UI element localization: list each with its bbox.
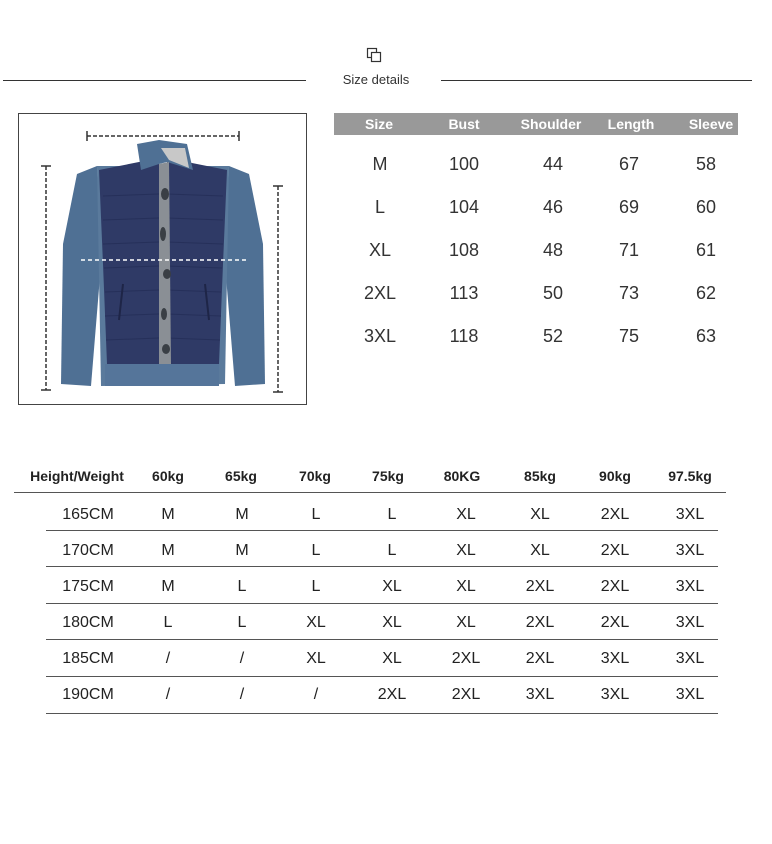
table-cell: 61 <box>695 240 717 260</box>
table-cell: 2XL <box>525 578 555 595</box>
col-size: Size <box>364 116 393 132</box>
table-cell: XL <box>382 650 402 667</box>
table-cell: XL <box>306 650 326 667</box>
table-cell: XL <box>456 614 476 631</box>
col-weight: 85kg <box>524 468 556 484</box>
page-title: Size details <box>342 72 410 87</box>
table-cell: XL <box>368 240 392 260</box>
table-cell: 48 <box>542 240 564 260</box>
table-cell: M <box>161 542 175 559</box>
col-weight: 60kg <box>152 468 184 484</box>
col-weight: 70kg <box>299 468 331 484</box>
table-cell: 104 <box>448 197 480 217</box>
col-weight: 97.5kg <box>668 468 712 484</box>
table-cell: XL <box>382 578 402 595</box>
divider <box>46 713 718 714</box>
table-cell: 2XL <box>600 542 630 559</box>
col-bust: Bust <box>448 116 480 132</box>
divider <box>46 530 718 531</box>
divider <box>14 492 726 493</box>
table-cell: 50 <box>542 283 564 303</box>
table-cell: 3XL <box>675 614 705 631</box>
table-cell: 67 <box>618 154 640 174</box>
table-cell: M <box>235 542 249 559</box>
divider <box>46 603 718 604</box>
divider <box>46 566 718 567</box>
table-cell: L <box>374 197 385 217</box>
table-cell: / <box>313 686 319 703</box>
table-cell: M <box>235 506 249 523</box>
table-cell: 2XL <box>600 506 630 523</box>
table-cell: 165CM <box>62 506 114 523</box>
table-cell: 60 <box>695 197 717 217</box>
table-cell: 3XL <box>675 650 705 667</box>
table-cell: 3XL <box>675 578 705 595</box>
table-cell: 2XL <box>363 283 397 303</box>
table-cell: 175CM <box>62 578 114 595</box>
table-cell: XL <box>382 614 402 631</box>
table-cell: 180CM <box>62 614 114 631</box>
table-cell: 62 <box>695 283 717 303</box>
table-cell: L <box>311 578 321 595</box>
table-cell: 118 <box>449 326 479 346</box>
header-rule-left <box>3 80 306 81</box>
table-cell: L <box>237 614 247 631</box>
table-cell: / <box>239 686 245 703</box>
table-cell: L <box>311 506 321 523</box>
col-shoulder: Shoulder <box>520 116 582 132</box>
table-cell: 2XL <box>377 686 407 703</box>
jacket-image <box>19 114 306 404</box>
sleeve-measure-arrow <box>273 186 283 392</box>
table-cell: 3XL <box>600 650 630 667</box>
table-cell: 185CM <box>62 650 114 667</box>
table-cell: L <box>163 614 173 631</box>
table-cell: M <box>161 506 175 523</box>
table-cell: 3XL <box>675 686 705 703</box>
table-cell: 3XL <box>675 506 705 523</box>
table-cell: 100 <box>448 154 480 174</box>
table-cell: M <box>161 578 175 595</box>
table-cell: 108 <box>448 240 480 260</box>
col-length: Length <box>607 116 655 132</box>
col-weight: 80KG <box>443 468 481 484</box>
table-cell: 75 <box>618 326 640 346</box>
table-cell: XL <box>456 578 476 595</box>
table-cell: 3XL <box>363 326 397 346</box>
length-measure-arrow <box>41 166 51 390</box>
table-cell: 69 <box>618 197 640 217</box>
table-cell: 113 <box>449 283 479 303</box>
table-cell: 46 <box>542 197 564 217</box>
table-cell: 2XL <box>525 650 555 667</box>
table-cell: / <box>239 650 245 667</box>
table-cell: 2XL <box>451 650 481 667</box>
table-cell: 2XL <box>451 686 481 703</box>
col-weight: 75kg <box>372 468 404 484</box>
jacket-measurement-diagram <box>18 113 307 405</box>
table-cell: / <box>165 650 171 667</box>
col-weight: 65kg <box>225 468 257 484</box>
table-cell: 170CM <box>62 542 114 559</box>
table-cell: 3XL <box>675 542 705 559</box>
table-cell: L <box>387 542 397 559</box>
table-cell: 3XL <box>600 686 630 703</box>
table-cell: XL <box>306 614 326 631</box>
table-cell: 63 <box>695 326 717 346</box>
shoulder-measure-arrow <box>87 131 239 141</box>
divider <box>46 676 718 677</box>
table-cell: 73 <box>618 283 640 303</box>
col-weight: 90kg <box>599 468 631 484</box>
table-cell: M <box>372 154 388 174</box>
col-sleeve: Sleeve <box>688 116 734 132</box>
table-cell: / <box>165 686 171 703</box>
header-rule-right <box>441 80 752 81</box>
table-cell: 52 <box>542 326 564 346</box>
table-cell: XL <box>456 542 476 559</box>
table-cell: L <box>311 542 321 559</box>
table-cell: XL <box>530 542 550 559</box>
size-table-header <box>334 113 738 135</box>
copy-icon <box>366 47 382 63</box>
table-cell: 2XL <box>600 614 630 631</box>
table-cell: 58 <box>695 154 717 174</box>
table-cell: L <box>237 578 247 595</box>
table-cell: XL <box>456 506 476 523</box>
table-cell: L <box>387 506 397 523</box>
table-cell: 2XL <box>600 578 630 595</box>
table-cell: 190CM <box>62 686 114 703</box>
table-cell: 71 <box>618 240 640 260</box>
col-height-weight: Height/Weight <box>30 468 124 484</box>
table-cell: XL <box>530 506 550 523</box>
table-cell: 44 <box>542 154 564 174</box>
divider <box>46 639 718 640</box>
table-cell: 3XL <box>525 686 555 703</box>
table-cell: 2XL <box>525 614 555 631</box>
